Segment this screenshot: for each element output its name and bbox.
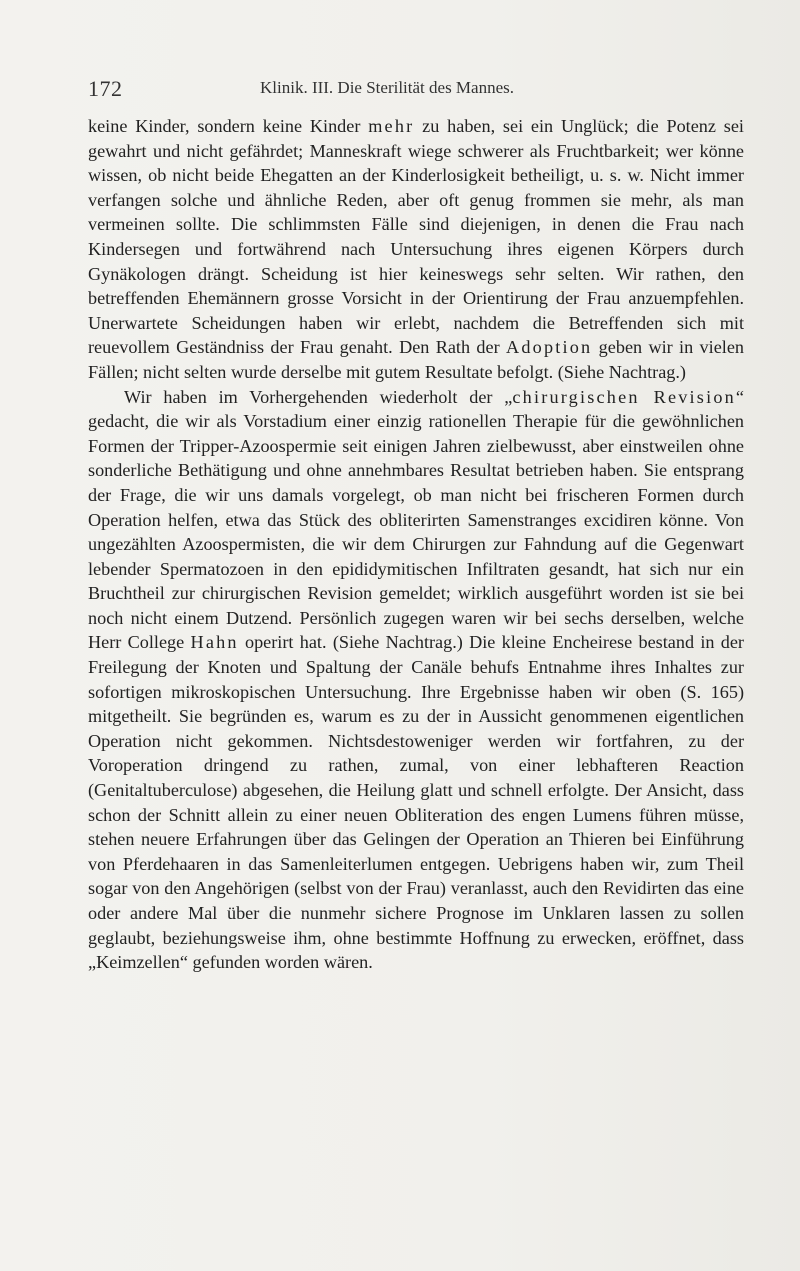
page-header	[88, 76, 748, 102]
emphasized-word: chirurgischen Revision	[512, 386, 736, 407]
text-segment: geben wir in vielen Fällen; nicht selten wurde derselbe mit gutem Resultate befolgt. (Siehe Nachtrag.)	[88, 337, 745, 382]
running-head: Klinik. III. Die Sterilität des Mannes.	[260, 78, 515, 97]
page-number: 172	[88, 76, 123, 101]
body-text	[88, 114, 744, 975]
emphasized-word: Adoption	[506, 337, 593, 358]
text-segment: Wir haben im Vorhergehenden wiederholt der „	[124, 386, 513, 407]
text-segment: zu haben, sei ein Unglück; die Potenz sei gewahrt und nicht gefährdet; Manneskraft wiege schwerer als Fruchtbarkeit; wer könne wissen, ob nicht beide Ehegatten an der Kinderlosigkeit betheiligt, u. s. w. Nicht immer verfangen solche und ähnliche Reden, aber oft genug frommen sie mehr, als man vermeinen sollte. Die schlimmsten Fälle sind diejenigen, in denen die Frau nach Kindersegen und fortwährend nach Untersuchung ihres eigenen Körpers durch Gynäkologen drängt. Scheidung ist hier keineswegs sehr selten. Wir rathen, den betreffenden Ehemännern grosse Vorsicht in der Orientirung der Frau anzuempfehlen. Unerwartete Scheidungen haben wir erlebt, nachdem die Betreffenden sich mit reuevollem Geständniss der Frau genaht. Den Rath der	[88, 116, 744, 358]
emphasized-word: Hahn	[190, 632, 239, 653]
text-segment: keine Kinder, sondern keine Kinder	[88, 116, 369, 136]
paragraph-2	[88, 385, 744, 975]
text-segment: operirt hat. (Siehe Nachtrag.) Die kleine Encheirese bestand in der Freilegung der Knoten und Spaltung der Canäle behufs Entnahme ihres Inhaltes zur sofortigen mikroskopischen Untersuchung. Ihre Ergebnisse haben wir oben (S. 165) mitgetheilt. Sie begründen es, warum es zu der in Aussicht genommenen eigentlichen Operation nicht gekommen. Nichtsdestoweniger werden wir fortfahren, zu der Voroperation dringend zu rathen, zumal, von einer lebhafteren Reaction (Genitaltuberculose) abgesehen, die Heilung glatt und schnell erfolgte. Der Ansicht, dass schon der Schnitt allein zu einer neuen Obliteration des engen Lumens führen müsse, stehen neuere Erfahrungen über das Gelingen der Operation an Thieren bei Einführung von Pferdehaaren in das Samenleiterlumen entgegen. Uebrigens haben wir, zum Theil sogar von den Angehörigen (selbst von der Frau) veranlasst, auch den Revidirten das eine oder andere Mal über die nunmehr sichere Prognose im Unklaren lassen zu sollen geglaubt, beziehungsweise ihm, ohne bestimmte Hoffnung zu erwecken, eröffnet, dass „Keimzellen“ gefunden worden wären.	[88, 632, 744, 973]
paragraph-1	[88, 114, 744, 385]
text-segment: “ gedacht, die wir als Vorstadium einer einzig rationellen Therapie für die gewöhnlichen Formen der Tripper-Azoospermie seit einigen Jahren zielbewusst, aber einstweilen ohne sonderliche Bethätigung und ohne annehmbares Resultat betrieben haben. Sie entsprang der Frage, die wir uns damals vorgelegt, ob man nicht bei frischeren Formen durch Operation helfen, etwa das Stück des obliterirten Samenstranges excidiren könne. Von ungezählten Azoospermisten, die wir dem Chirurgen zur Fahndung auf die Gegenwart lebender Spermatozoen in den epididymitischen Infiltraten gesandt, hat sich nur ein Bruchtheil zur chirurgischen Revision gemeldet; wirklich ausgeführt worden ist sie bei noch nicht einem Dutzend. Persönlich zugegen waren wir bei sechs derselben, welche Herr College	[88, 386, 744, 653]
emphasized-word: mehr	[368, 116, 415, 136]
